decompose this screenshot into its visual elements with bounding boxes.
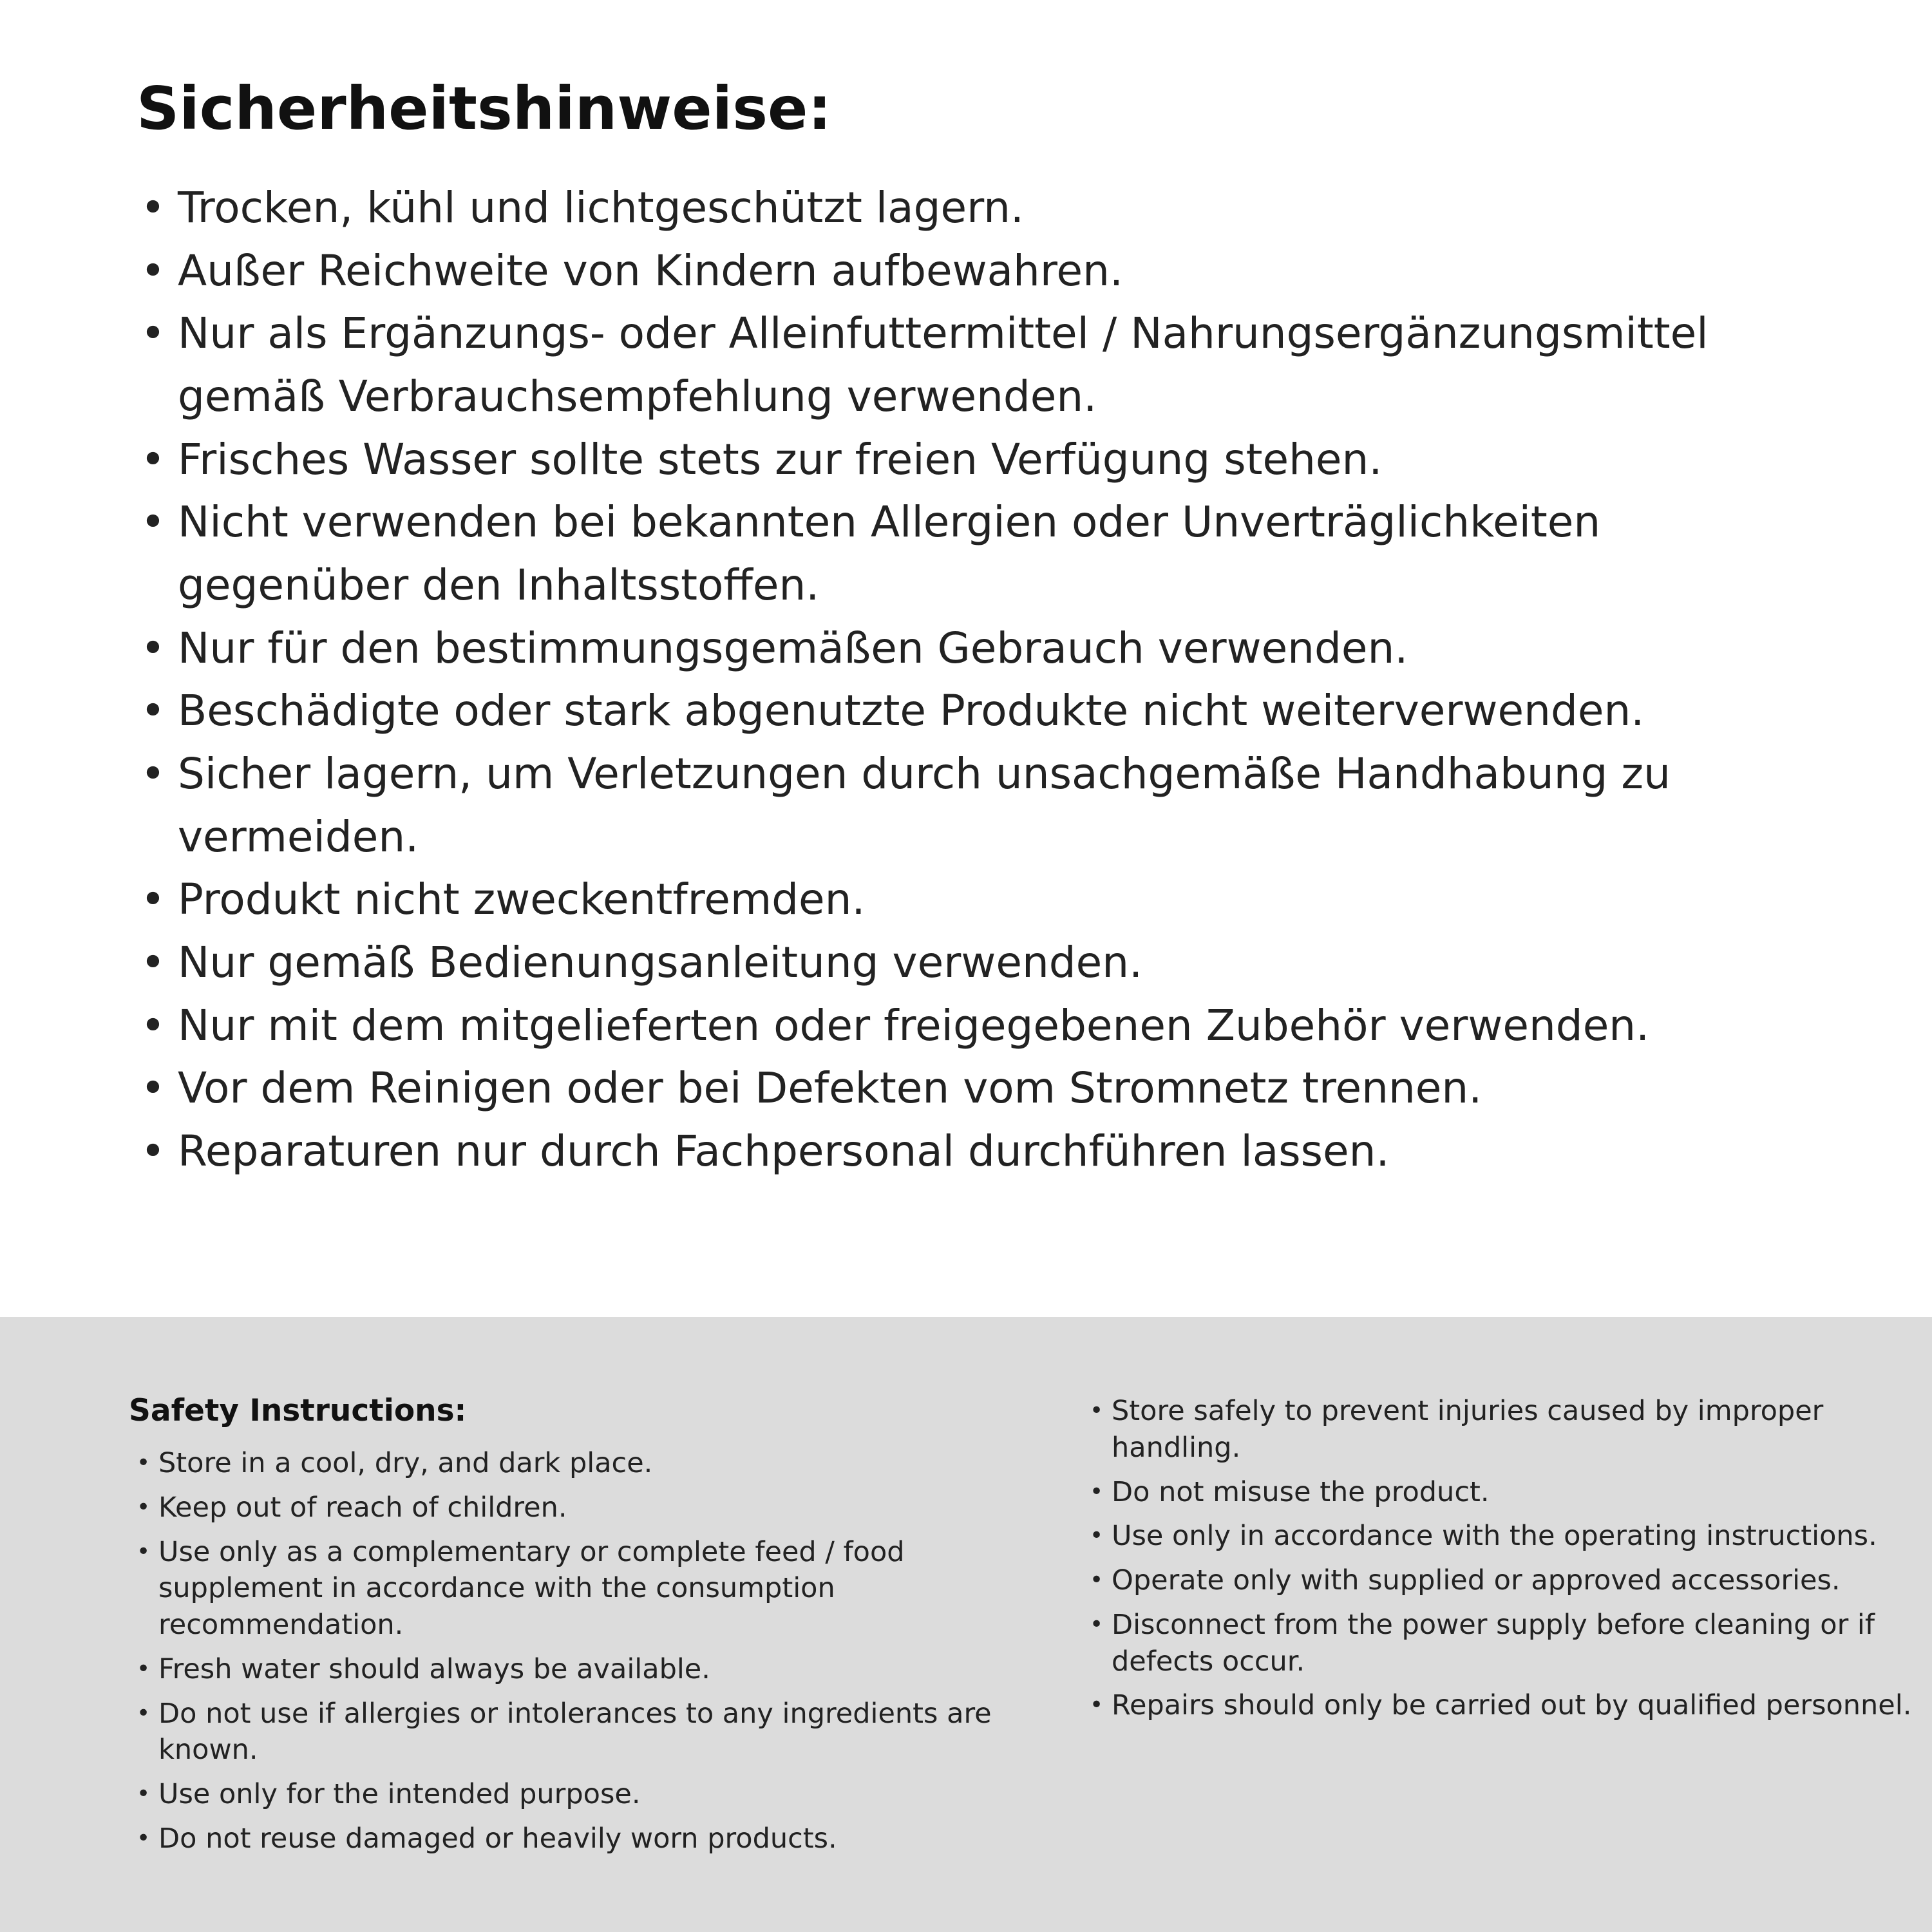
- list-item: • Do not reuse damaged or heavily worn products.: [129, 1821, 1011, 1857]
- list-item: • Use only in accordance with the operating instructions.: [1082, 1518, 1913, 1555]
- list-item: • Nicht verwenden bei bekannten Allergien oder Unverträglichkeiten gegenüber den Inhaltsstoffen.: [137, 491, 1785, 616]
- list-item: • Repairs should only be carried out by qualified personnel.: [1082, 1687, 1913, 1724]
- english-left-column: [129, 1393, 1011, 1865]
- list-item: • Do not misuse the product.: [1082, 1474, 1913, 1511]
- list-item: • Nur als Ergänzungs- oder Alleinfuttermittel / Nahrungsergänzungsmittel gemäß Verbrauchsempfehlung verwenden.: [137, 302, 1785, 428]
- english-section-title: Safety Instructions:: [129, 1393, 467, 1428]
- list-item: • Nur für den bestimmungsgemäßen Gebrauch verwenden.: [137, 617, 1785, 680]
- list-item: • Produkt nicht zweckentfremden.: [137, 868, 1785, 931]
- list-item: • Keep out of reach of children.: [129, 1490, 1011, 1526]
- list-item: • Operate only with supplied or approved accessories.: [1082, 1562, 1913, 1599]
- list-item: • Store safely to prevent injuries caused by improper handling.: [1082, 1393, 1913, 1466]
- list-item: • Nur gemäß Bedienungsanleitung verwenden.: [137, 931, 1785, 994]
- german-safety-list: [137, 176, 1785, 1183]
- list-item: • Nur mit dem mitgelieferten oder freigegebenen Zubehör verwenden.: [137, 994, 1785, 1057]
- list-item: • Vor dem Reinigen oder bei Defekten vom Stromnetz trennen.: [137, 1057, 1785, 1120]
- english-safety-list-left: [129, 1445, 1011, 1857]
- english-right-column: [1082, 1393, 1913, 1732]
- list-item: • Use only for the intended purpose.: [129, 1776, 1011, 1813]
- list-item: • Use only as a complementary or complete feed / food supplement in accordance with the consumption recommendation.: [129, 1534, 1011, 1643]
- list-item: • Reparaturen nur durch Fachpersonal durchführen lassen.: [137, 1120, 1785, 1183]
- list-item: • Frisches Wasser sollte stets zur freien Verfügung stehen.: [137, 428, 1785, 491]
- english-safety-section: [0, 1317, 1932, 1932]
- list-item: • Do not use if allergies or intolerances to any ingredients are known.: [129, 1696, 1011, 1769]
- list-item: • Disconnect from the power supply before cleaning or if defects occur.: [1082, 1607, 1913, 1680]
- english-safety-list-right: [1082, 1393, 1913, 1724]
- list-item: • Sicher lagern, um Verletzungen durch unsachgemäße Handhabung zu vermeiden.: [137, 743, 1785, 868]
- list-item: • Store in a cool, dry, and dark place.: [129, 1445, 1011, 1482]
- list-item: • Fresh water should always be available.: [129, 1651, 1011, 1688]
- list-item: • Außer Reichweite von Kindern aufbewahren.: [137, 240, 1785, 303]
- list-item: • Trocken, kühl und lichtgeschützt lagern.: [137, 176, 1785, 240]
- german-section-title: Sicherheitshinweise:: [137, 74, 832, 143]
- list-item: • Beschädigte oder stark abgenutzte Produkte nicht weiterverwenden.: [137, 679, 1785, 743]
